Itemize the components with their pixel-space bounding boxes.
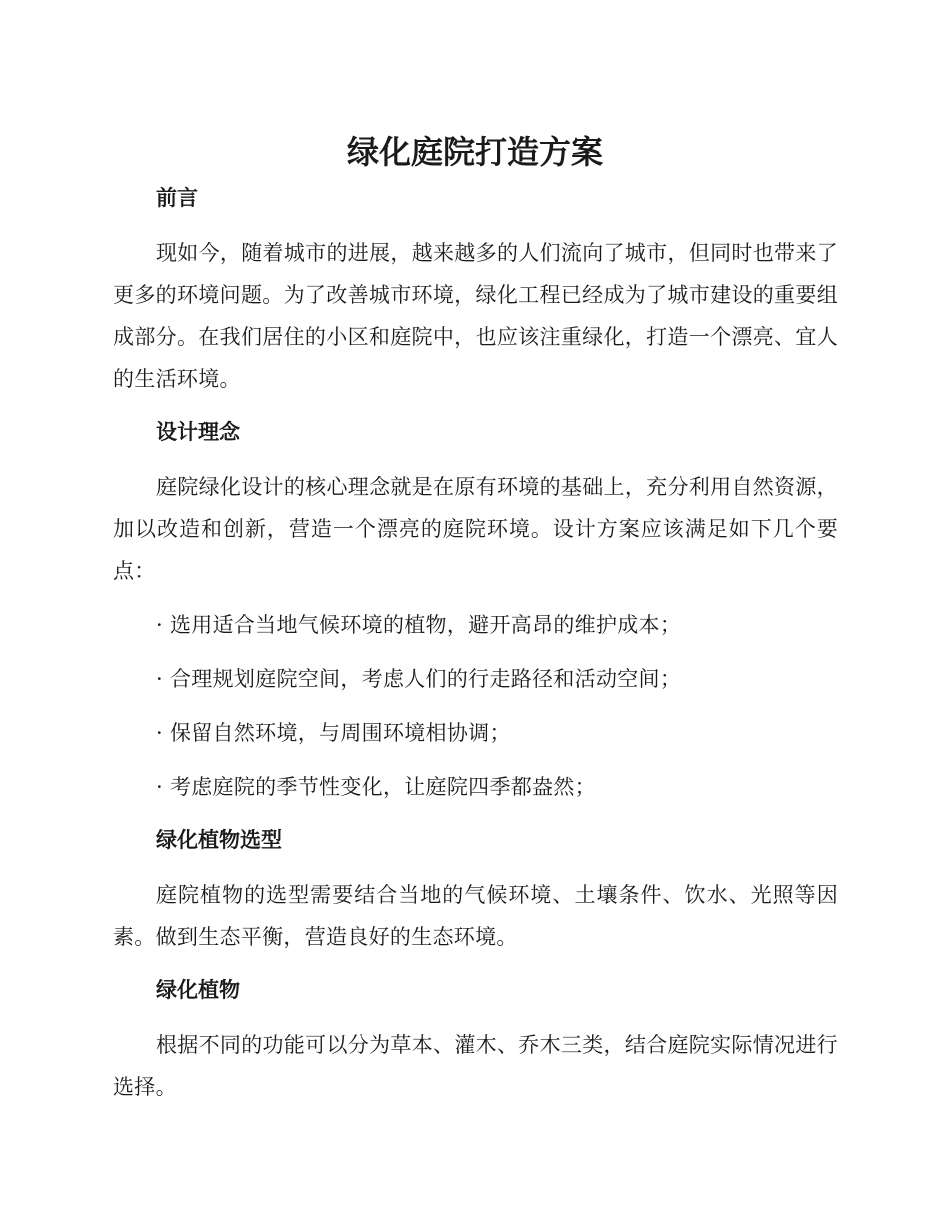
section-heading: 设计理念 (156, 420, 240, 444)
document-body (113, 178, 838, 1120)
section-plants (113, 970, 838, 1108)
document-title: 绿化庭院打造方案 (346, 133, 603, 171)
section-design-concept (113, 412, 838, 808)
section-heading: 绿化植物 (156, 978, 240, 1002)
paragraph: 庭院绿化设计的核心理念就是在原有环境的基础上，充分利用自然资源，加以改造和创新，营造一个漂亮的庭院环境。设计方案应该满足如下几个要点： (113, 475, 838, 583)
section-heading: 前言 (156, 186, 198, 210)
bullet-item: · 选用适合当地气候环境的植物，避开高昂的维护成本； (156, 613, 682, 637)
paragraph: 庭院植物的选型需要结合当地的气候环境、土壤条件、饮水、光照等因素。做到生态平衡，营造良好的生态环境。 (113, 883, 838, 949)
section-heading: 绿化植物选型 (156, 828, 282, 852)
section-preface (113, 178, 838, 400)
bullet-item: · 考虑庭院的季节性变化，让庭院四季都盎然； (156, 775, 596, 799)
bullet-item: · 合理规划庭院空间，考虑人们的行走路径和活动空间； (156, 667, 682, 691)
paragraph: 根据不同的功能可以分为草本、灌木、乔木三类，结合庭院实际情况进行选择。 (113, 1033, 838, 1099)
bullet-item: · 保留自然环境，与周围环境相协调； (156, 721, 511, 745)
paragraph: 现如今，随着城市的进展，越来越多的人们流向了城市，但同时也带来了更多的环境问题。为了改善城市环境，绿化工程已经成为了城市建设的重要组成部分。在我们居住的小区和庭院中，也应该注重绿化，打造一个漂亮、宜人的生活环境。 (113, 241, 838, 391)
section-plant-selection (113, 820, 838, 958)
